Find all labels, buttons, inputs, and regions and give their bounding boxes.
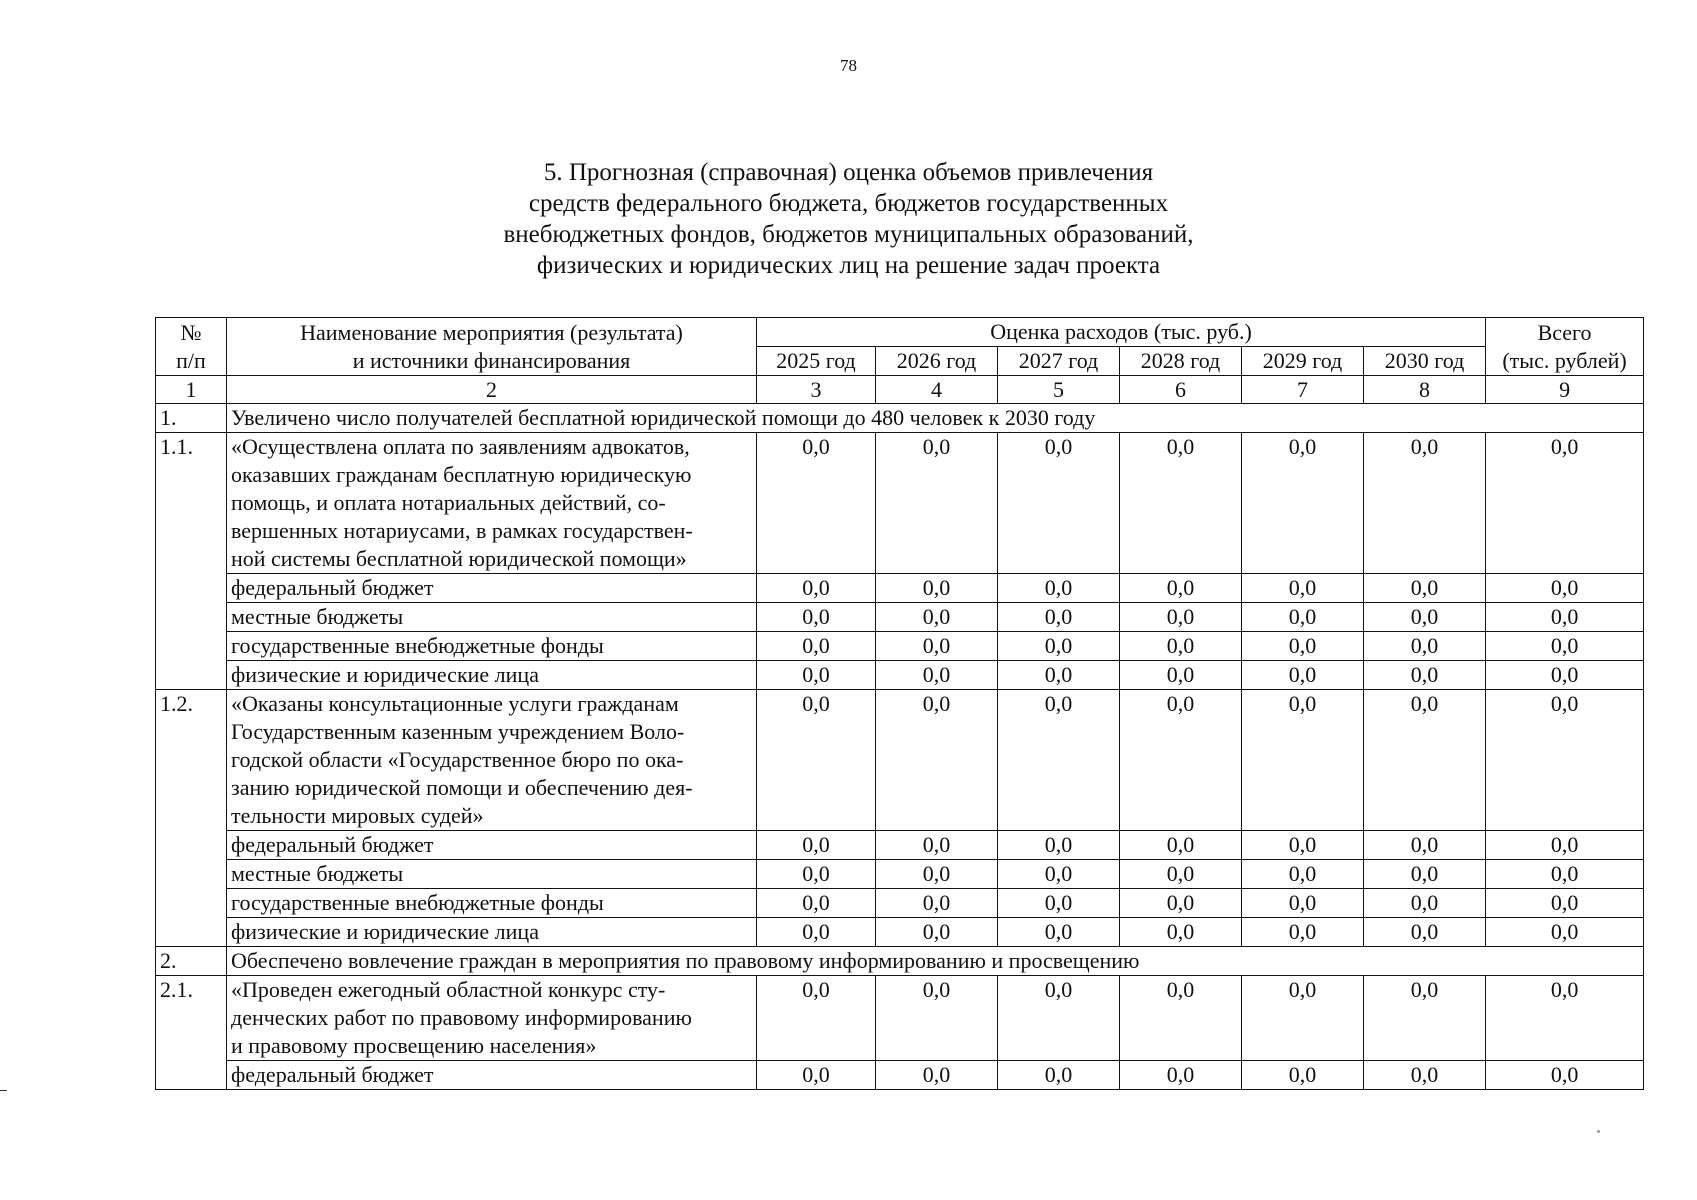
item-year-value: 0,0 bbox=[1120, 690, 1242, 831]
item-name-line: ной системы бесплатной юридической помощи» bbox=[231, 546, 687, 571]
item-number: 1.2. bbox=[156, 690, 227, 947]
item-year-value: 0,0 bbox=[1242, 433, 1364, 574]
source-year-value: 0,0 bbox=[1120, 918, 1242, 947]
source-name: федеральный бюджет bbox=[227, 831, 757, 860]
header-year: 2028 год bbox=[1120, 347, 1242, 376]
column-number: 7 bbox=[1242, 376, 1364, 404]
funding-table bbox=[155, 317, 1644, 1090]
source-year-value: 0,0 bbox=[1364, 889, 1486, 918]
title-line: физических и юридических лиц на решение задач проекта bbox=[536, 252, 1161, 279]
header-name-line2: и источники финансирования bbox=[352, 347, 631, 373]
document-title bbox=[0, 157, 1697, 281]
source-row bbox=[156, 661, 1644, 690]
column-number: 8 bbox=[1364, 376, 1486, 404]
item-name-line: «Оказаны консультационные услуги гражданам bbox=[231, 691, 679, 716]
item-name-line: и правовому просвещению населения» bbox=[231, 1033, 597, 1058]
header-year: 2026 год bbox=[876, 347, 998, 376]
source-year-value: 0,0 bbox=[1242, 860, 1364, 889]
source-year-value: 0,0 bbox=[876, 661, 998, 690]
source-year-value: 0,0 bbox=[1242, 661, 1364, 690]
source-name: государственные внебюджетные фонды bbox=[227, 889, 757, 918]
item-total-value: 0,0 bbox=[1486, 976, 1644, 1061]
source-year-value: 0,0 bbox=[757, 661, 876, 690]
source-name: государственные внебюджетные фонды bbox=[227, 632, 757, 661]
source-year-value: 0,0 bbox=[757, 831, 876, 860]
source-year-value: 0,0 bbox=[1242, 831, 1364, 860]
source-total-value: 0,0 bbox=[1486, 632, 1644, 661]
title-line: средств федерального бюджета, бюджетов государственных bbox=[528, 190, 1169, 217]
source-year-value: 0,0 bbox=[1120, 632, 1242, 661]
source-year-value: 0,0 bbox=[1364, 603, 1486, 632]
title-line: внебюджетных фондов, бюджетов муниципальных образований, bbox=[503, 221, 1194, 248]
source-year-value: 0,0 bbox=[876, 632, 998, 661]
header-row bbox=[156, 318, 1644, 347]
header-no bbox=[156, 318, 227, 376]
source-year-value: 0,0 bbox=[876, 831, 998, 860]
item-year-value: 0,0 bbox=[998, 976, 1120, 1061]
source-row bbox=[156, 918, 1644, 947]
source-year-value: 0,0 bbox=[1364, 632, 1486, 661]
item-name-line: оказавших гражданам бесплатную юридическую bbox=[231, 462, 692, 487]
item-total-value: 0,0 bbox=[1486, 433, 1644, 574]
source-year-value: 0,0 bbox=[1120, 831, 1242, 860]
header-year: 2027 год bbox=[998, 347, 1120, 376]
source-year-value: 0,0 bbox=[876, 918, 998, 947]
source-year-value: 0,0 bbox=[998, 603, 1120, 632]
source-year-value: 0,0 bbox=[998, 831, 1120, 860]
source-year-value: 0,0 bbox=[1364, 574, 1486, 603]
item-year-value: 0,0 bbox=[876, 433, 998, 574]
item-name bbox=[227, 433, 757, 574]
header-no-line1: № bbox=[180, 319, 202, 345]
item-name-line: годской области «Государственное бюро по ока- bbox=[231, 747, 684, 772]
page-number: 78 bbox=[840, 56, 857, 75]
source-year-value: 0,0 bbox=[1242, 632, 1364, 661]
source-year-value: 0,0 bbox=[1120, 603, 1242, 632]
item-year-value: 0,0 bbox=[1364, 433, 1486, 574]
source-year-value: 0,0 bbox=[876, 889, 998, 918]
source-year-value: 0,0 bbox=[757, 860, 876, 889]
source-year-value: 0,0 bbox=[998, 1061, 1120, 1090]
source-year-value: 0,0 bbox=[998, 632, 1120, 661]
source-year-value: 0,0 bbox=[998, 889, 1120, 918]
source-year-value: 0,0 bbox=[876, 574, 998, 603]
source-row bbox=[156, 831, 1644, 860]
item-year-value: 0,0 bbox=[1120, 433, 1242, 574]
source-name: физические и юридические лица bbox=[227, 661, 757, 690]
item-year-value: 0,0 bbox=[1120, 976, 1242, 1061]
item-name-line: Государственным казенным учреждением Воло- bbox=[231, 719, 685, 744]
source-year-value: 0,0 bbox=[757, 574, 876, 603]
source-total-value: 0,0 bbox=[1486, 889, 1644, 918]
item-row bbox=[156, 433, 1644, 574]
source-name: физические и юридические лица bbox=[227, 918, 757, 947]
header-year: 2029 год bbox=[1242, 347, 1364, 376]
item-name-line: вершенных нотариусами, в рамках государствен- bbox=[231, 518, 693, 543]
source-year-value: 0,0 bbox=[1120, 661, 1242, 690]
source-year-value: 0,0 bbox=[757, 632, 876, 661]
source-row bbox=[156, 1061, 1644, 1090]
source-year-value: 0,0 bbox=[998, 661, 1120, 690]
item-name-line: тельности мировых судей» bbox=[231, 803, 484, 828]
item-year-value: 0,0 bbox=[1242, 690, 1364, 831]
source-year-value: 0,0 bbox=[757, 889, 876, 918]
item-year-value: 0,0 bbox=[876, 690, 998, 831]
section-number: 2. bbox=[156, 947, 227, 976]
source-year-value: 0,0 bbox=[1364, 1061, 1486, 1090]
item-number: 1.1. bbox=[156, 433, 227, 690]
header-total-line2: (тыс. рублей) bbox=[1502, 347, 1627, 373]
source-total-value: 0,0 bbox=[1486, 860, 1644, 889]
source-year-value: 0,0 bbox=[1242, 574, 1364, 603]
item-name-line: «Осуществлена оплата по заявлениям адвокатов, bbox=[231, 434, 690, 459]
item-row bbox=[156, 690, 1644, 831]
source-year-value: 0,0 bbox=[757, 603, 876, 632]
item-name-line: занию юридической помощи и обеспечению дея- bbox=[231, 775, 693, 800]
column-number-row bbox=[156, 376, 1644, 404]
item-year-value: 0,0 bbox=[757, 433, 876, 574]
source-name: федеральный бюджет bbox=[227, 1061, 757, 1090]
item-year-value: 0,0 bbox=[757, 976, 876, 1061]
column-number: 6 bbox=[1120, 376, 1242, 404]
source-year-value: 0,0 bbox=[876, 860, 998, 889]
header-name bbox=[227, 318, 757, 376]
header-year: 2025 год bbox=[757, 347, 876, 376]
source-name: местные бюджеты bbox=[227, 860, 757, 889]
source-total-value: 0,0 bbox=[1486, 918, 1644, 947]
source-year-value: 0,0 bbox=[1364, 918, 1486, 947]
source-year-value: 0,0 bbox=[998, 574, 1120, 603]
item-number: 2.1. bbox=[156, 976, 227, 1090]
table-body bbox=[156, 404, 1644, 1090]
item-name bbox=[227, 690, 757, 831]
source-year-value: 0,0 bbox=[1120, 889, 1242, 918]
section-title: Обеспечено вовлечение граждан в мероприятия по правовому информированию и просвещению bbox=[227, 947, 1644, 976]
source-row bbox=[156, 574, 1644, 603]
source-year-value: 0,0 bbox=[876, 1061, 998, 1090]
source-year-value: 0,0 bbox=[998, 918, 1120, 947]
source-year-value: 0,0 bbox=[1120, 574, 1242, 603]
header-name-line1: Наименование мероприятия (результата) bbox=[300, 319, 683, 345]
item-year-value: 0,0 bbox=[1364, 690, 1486, 831]
item-year-value: 0,0 bbox=[998, 690, 1120, 831]
source-row bbox=[156, 603, 1644, 632]
source-year-value: 0,0 bbox=[876, 603, 998, 632]
source-year-value: 0,0 bbox=[998, 860, 1120, 889]
source-year-value: 0,0 bbox=[1242, 889, 1364, 918]
header-year: 2030 год bbox=[1364, 347, 1486, 376]
item-name bbox=[227, 976, 757, 1061]
section-number: 1. bbox=[156, 404, 227, 433]
column-number: 2 bbox=[227, 376, 757, 404]
source-row bbox=[156, 632, 1644, 661]
source-total-value: 0,0 bbox=[1486, 603, 1644, 632]
source-total-value: 0,0 bbox=[1486, 661, 1644, 690]
source-row bbox=[156, 860, 1644, 889]
section-title: Увеличено число получателей бесплатной юридической помощи до 480 человек к 2030 году bbox=[227, 404, 1644, 433]
item-year-value: 0,0 bbox=[998, 433, 1120, 574]
section-row bbox=[156, 947, 1644, 976]
item-name-line: «Проведен ежегодный областной конкурс сту- bbox=[231, 977, 666, 1002]
source-year-value: 0,0 bbox=[757, 918, 876, 947]
source-name: местные бюджеты bbox=[227, 603, 757, 632]
source-year-value: 0,0 bbox=[1242, 1061, 1364, 1090]
header-total-line1: Всего bbox=[1537, 319, 1592, 345]
item-year-value: 0,0 bbox=[757, 690, 876, 831]
source-year-value: 0,0 bbox=[1242, 918, 1364, 947]
item-year-value: 0,0 bbox=[1242, 976, 1364, 1061]
item-year-value: 0,0 bbox=[876, 976, 998, 1061]
column-number: 9 bbox=[1486, 376, 1644, 404]
item-name-line: помощь, и оплата нотариальных действий, со- bbox=[231, 490, 666, 515]
column-number: 5 bbox=[998, 376, 1120, 404]
column-number: 3 bbox=[757, 376, 876, 404]
source-year-value: 0,0 bbox=[1364, 860, 1486, 889]
source-total-value: 0,0 bbox=[1486, 574, 1644, 603]
source-total-value: 0,0 bbox=[1486, 1061, 1644, 1090]
source-row bbox=[156, 889, 1644, 918]
section-row bbox=[156, 404, 1644, 433]
source-total-value: 0,0 bbox=[1486, 831, 1644, 860]
item-name-line: денческих работ по правовому информированию bbox=[231, 1005, 692, 1030]
source-year-value: 0,0 bbox=[1364, 661, 1486, 690]
source-name: федеральный бюджет bbox=[227, 574, 757, 603]
source-year-value: 0,0 bbox=[1120, 860, 1242, 889]
item-year-value: 0,0 bbox=[1364, 976, 1486, 1061]
source-year-value: 0,0 bbox=[1364, 831, 1486, 860]
column-number: 1 bbox=[156, 376, 227, 404]
title-line: 5. Прогнозная (справочная) оценка объемов привлечения bbox=[543, 159, 1154, 186]
column-number: 4 bbox=[876, 376, 998, 404]
scan-speck bbox=[1597, 1130, 1600, 1133]
header-total bbox=[1486, 318, 1644, 376]
source-year-value: 0,0 bbox=[1242, 603, 1364, 632]
source-year-value: 0,0 bbox=[757, 1061, 876, 1090]
item-row bbox=[156, 976, 1644, 1061]
margin-mark bbox=[0, 1090, 7, 1091]
source-year-value: 0,0 bbox=[1120, 1061, 1242, 1090]
item-total-value: 0,0 bbox=[1486, 690, 1644, 831]
header-estimate: Оценка расходов (тыс. руб.) bbox=[757, 318, 1486, 347]
header-no-line2: п/п bbox=[176, 347, 206, 373]
